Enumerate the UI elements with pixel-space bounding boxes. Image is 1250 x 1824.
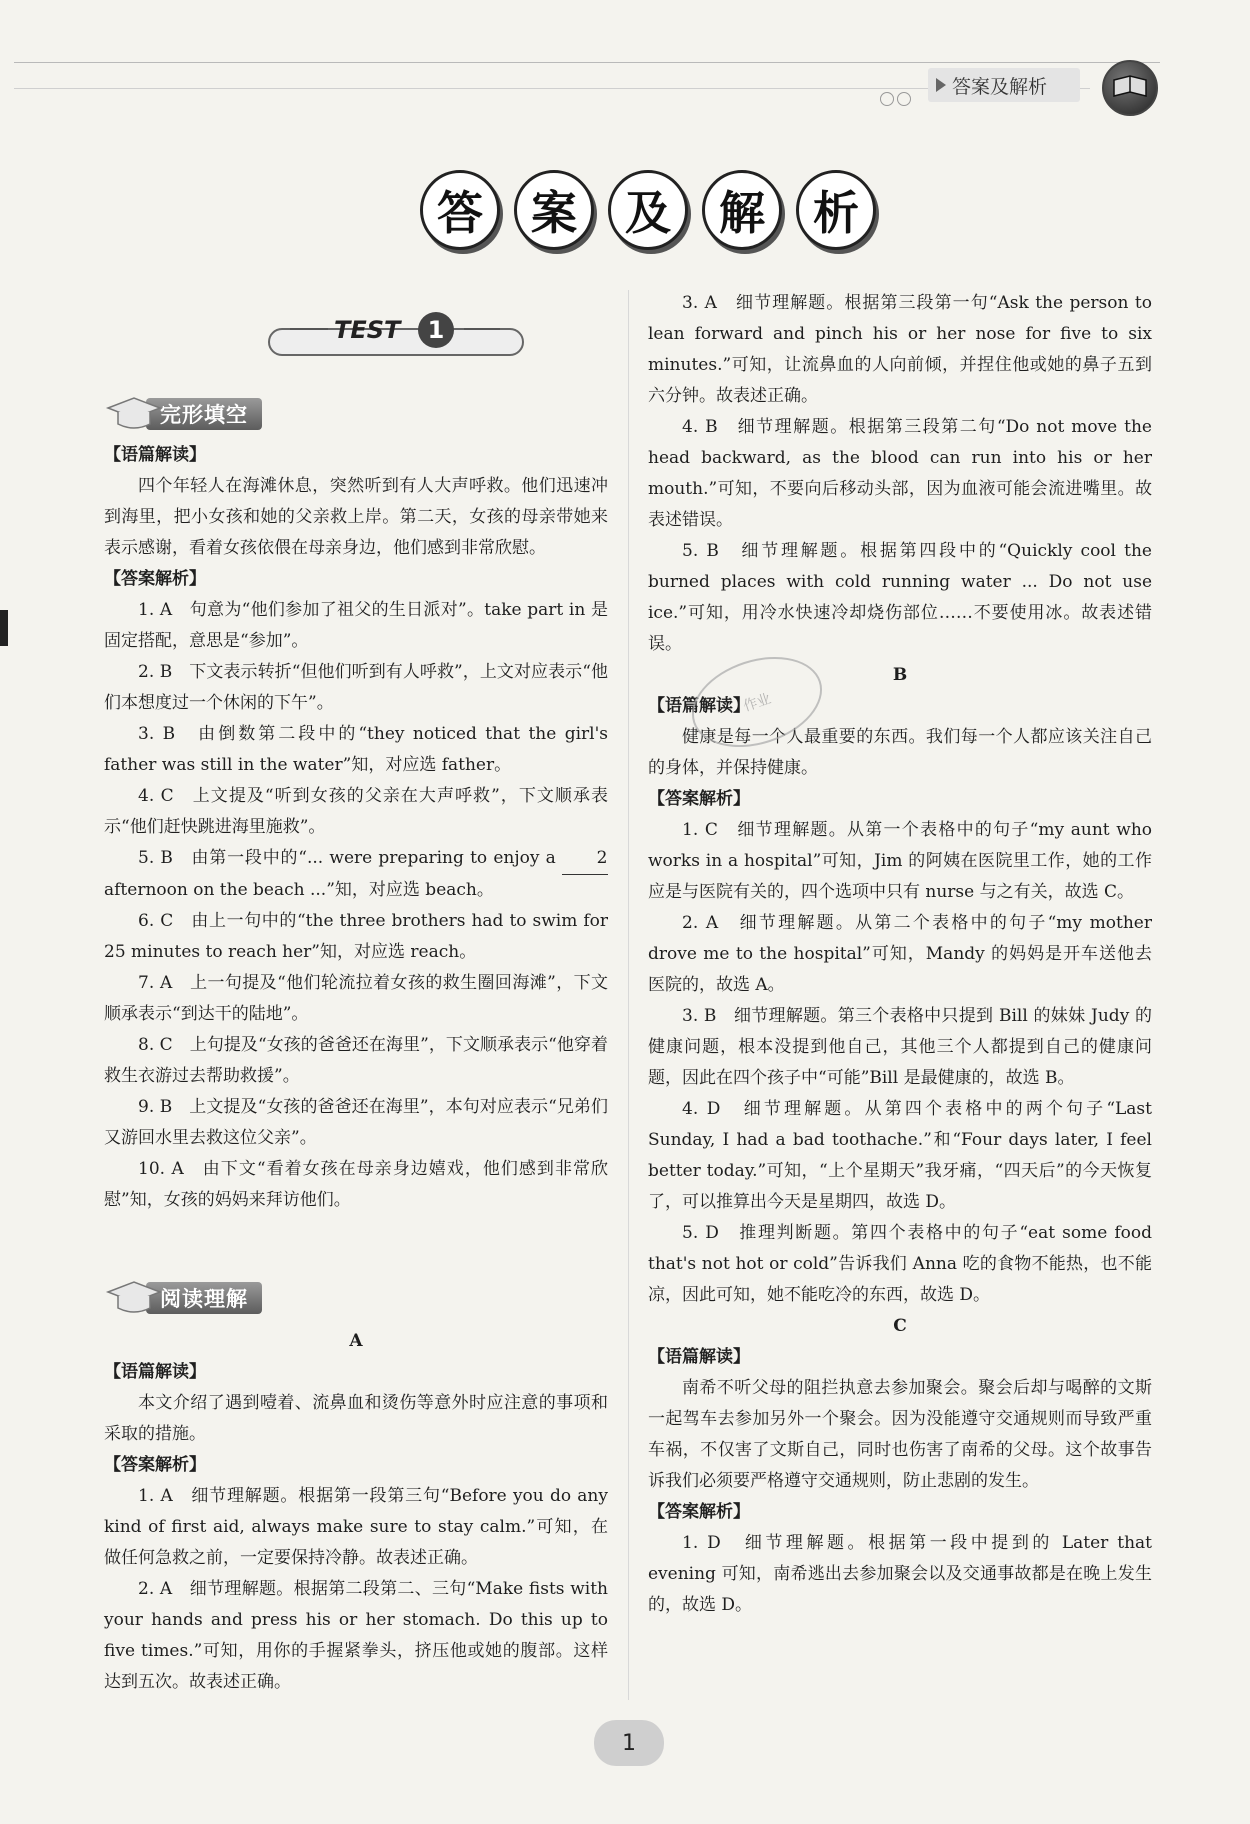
left-column-reading [104, 1326, 608, 1698]
answer-item: 10. A 由下文“看着女孩在母亲身边嬉戏，他们感到非常欣慰”知，女孩的妈妈来拜访他们。 [104, 1159, 608, 1210]
page-number: 1 [594, 1720, 664, 1766]
binding-mark [0, 610, 8, 646]
answer-item: 3. B 细节理解题。第三个表格中只提到 Bill 的妹妹 Judy 的健康问题，根本没提到他自己，其他三个人都提到自己的健康问题，因此在四个孩子中“可能”Bill 是最健康的，故选 B。 [648, 1006, 1152, 1088]
answer-item: 6. C 由上一句中的“the three brothers had to swim for 25 minutes to reach her”知，对应选 reach。 [104, 911, 608, 962]
answer-blank: 2 [562, 843, 608, 875]
test-number: 1 [418, 312, 454, 348]
answer-item: 4. B 细节理解题。根据第三段第二句“Do not move the head backward, as the blood can run into his or her mouth.”可知，不要向后移动头部，因为血液可能会流进嘴里。故表述错误。 [648, 417, 1152, 530]
label-passage: 【语篇解读】 [648, 696, 750, 716]
answer-item: 1. C 细节理解题。从第一个表格中的句子“my aunt who works in a hospital”可知，Jim 的阿姨在医院里工作，她的工作应是与医院有关的，四个选项中只有 nurse 与之有关，故选 C。 [648, 820, 1152, 902]
book-icon [1102, 60, 1158, 116]
reading-a-passage: 本文介绍了遇到噎着、流鼻血和烫伤等意外时应注意的事项和采取的措施。 [104, 1393, 608, 1444]
section-reading-title: 阅读理解 [146, 1282, 262, 1314]
answer-item-5-post: afternoon on the beach ...”知，对应选 beach。 [104, 880, 494, 900]
label-answers: 【答案解析】 [104, 1455, 206, 1475]
label-answers: 【答案解析】 [104, 569, 206, 589]
answer-item: 2. B 下文表示转折“但他们听到有人呼救”，上文对应表示“他们本想度过一个休闲的下午”。 [104, 662, 608, 713]
answer-item: 2. A 细节理解题。从第二个表格中的句子“my mother drove me to the hospital”可知，Mandy 的妈妈是开车送他去医院的，故选 A。 [648, 913, 1152, 995]
answer-item: 1. D 细节理解题。根据第一段中提到的 Later that evening 可知，南希逃出去参加聚会以及交通事故都是在晚上发生的，故选 D。 [648, 1533, 1152, 1615]
title-char: 析 [796, 170, 876, 250]
answer-item: 4. D 细节理解题。从第四个表格中的两个句子“Last Sunday, I had a bad toothache.”和“Four days later, I feel better today.”可知，“上个星期天”我牙痛，“四天后”的今天恢复了，可以推算出今天是星期四，故选 D。 [648, 1099, 1152, 1212]
right-column [648, 288, 1152, 1621]
label-passage: 【语篇解读】 [104, 1362, 206, 1382]
section-cloze-title: 完形填空 [146, 398, 262, 430]
header-tab-label: 答案及解析 [952, 75, 1048, 98]
label-passage: 【语篇解读】 [104, 445, 206, 465]
answer-item: 5. D 推理判断题。第四个表格中的句子“eat some food that's not hot or cold”告诉我们 Anna 吃的食物不能热，也不能凉，因此可知，她不能吃冷的东西，故选 D。 [648, 1223, 1152, 1305]
reading-c-passage: 南希不听父母的阻拦执意去参加聚会。聚会后却与喝醉的文斯一起驾车去参加另外一个聚会。因为没能遵守交通规则而导致严重车祸，不仅害了文斯自己，同时也伤害了南希的父母。这个故事告诉我们必须要严格遵守交通规则，防止悲剧的发生。 [648, 1378, 1152, 1491]
answer-item: 4. C 上文提及“听到女孩的父亲在大声呼救”，下文顺承表示“他们赶快跳进海里施救”。 [104, 786, 608, 837]
test-label: TEST [334, 316, 401, 344]
play-triangle-icon [936, 78, 946, 92]
answer-item: 8. C 上句提及“女孩的爸爸还在海里”，下文顺承表示“他穿着救生衣游过去帮助救援”。 [104, 1035, 608, 1086]
answer-item: 5. B 细节理解题。根据第四段中的“Quickly cool the burned places with cold running water ... Do not use ice.”可知，用冷水快速冷却烧伤部位……不要使用冰。故表述错误。 [648, 541, 1152, 654]
section-cloze-header [104, 394, 262, 434]
answer-item: 7. A 上一句提及“他们轮流拉着女孩的救生圈回海滩”，下文顺承表示“到达干的陆地”。 [104, 973, 608, 1024]
label-answers: 【答案解析】 [648, 789, 750, 809]
answer-item: 1. A 细节理解题。根据第一段第三句“Before you do any kind of first aid, always make sure to stay calm.”可知，在做任何急救之前，一定要保持冷静。故表述正确。 [104, 1486, 608, 1568]
answer-item: 2. A 细节理解题。根据第二段第二、三句“Make fists with your hands and press his or her stomach. Do this up to five times.”可知，用你的手握紧拳头，挤压他或她的腹部。这样达到五次。故表述正确。 [104, 1579, 608, 1692]
title-char: 案 [514, 170, 594, 250]
answer-item: 1. A 句意为“他们参加了祖父的生日派对”。take part in 是固定搭配，意思是“参加”。 [104, 600, 608, 651]
title-char: 解 [702, 170, 782, 250]
reading-b-heading: B [892, 665, 908, 685]
answer-item: 3. B 由倒数第二段中的“they noticed that the girl's father was still in the water”知，对应选 father。 [104, 724, 608, 775]
header-rule [14, 62, 1160, 63]
graduation-cap-icon [104, 1278, 162, 1318]
reading-a-heading: A [349, 1331, 363, 1351]
header-decor-circles [880, 92, 914, 106]
cloze-passage: 四个年轻人在海滩休息，突然听到有人大声呼救。他们迅速冲到海里，把小女孩和她的父亲救上岸。第二天，女孩的母亲带她来表示感谢，看着女孩依偎在母亲身边，他们感到非常欣慰。 [104, 476, 608, 558]
page-title [420, 170, 876, 250]
answer-item [104, 843, 608, 906]
reading-b-passage: 健康是每一个人最重要的东西。我们每一个人都应该关注自己的身体，并保持健康。 [648, 727, 1152, 778]
graduation-cap-icon [104, 394, 162, 434]
label-answers: 【答案解析】 [648, 1502, 750, 1522]
label-passage: 【语篇解读】 [648, 1347, 750, 1367]
section-reading-header [104, 1278, 262, 1318]
reading-c-heading: C [893, 1316, 907, 1336]
title-char: 及 [608, 170, 688, 250]
answer-item: 9. B 上文提及“女孩的爸爸还在海里”，本句对应表示“兄弟们又游回水里去救这位父亲”。 [104, 1097, 608, 1148]
column-divider [628, 290, 629, 1700]
header-tab [928, 68, 1080, 102]
answer-item: 3. A 细节理解题。根据第三段第一句“Ask the person to lean forward and pinch his or her nose for five to six minutes.”可知，让流鼻血的人向前倾，并捏住他或她的鼻子五到六分钟。故表述正确。 [648, 293, 1152, 406]
answer-item-5-pre: 5. B 由第一段中的“... were preparing to enjoy a [138, 848, 556, 868]
left-column [104, 440, 608, 1216]
watermark-stamp: 作业 [680, 641, 833, 762]
test-banner [268, 312, 520, 356]
title-char: 答 [420, 170, 500, 250]
